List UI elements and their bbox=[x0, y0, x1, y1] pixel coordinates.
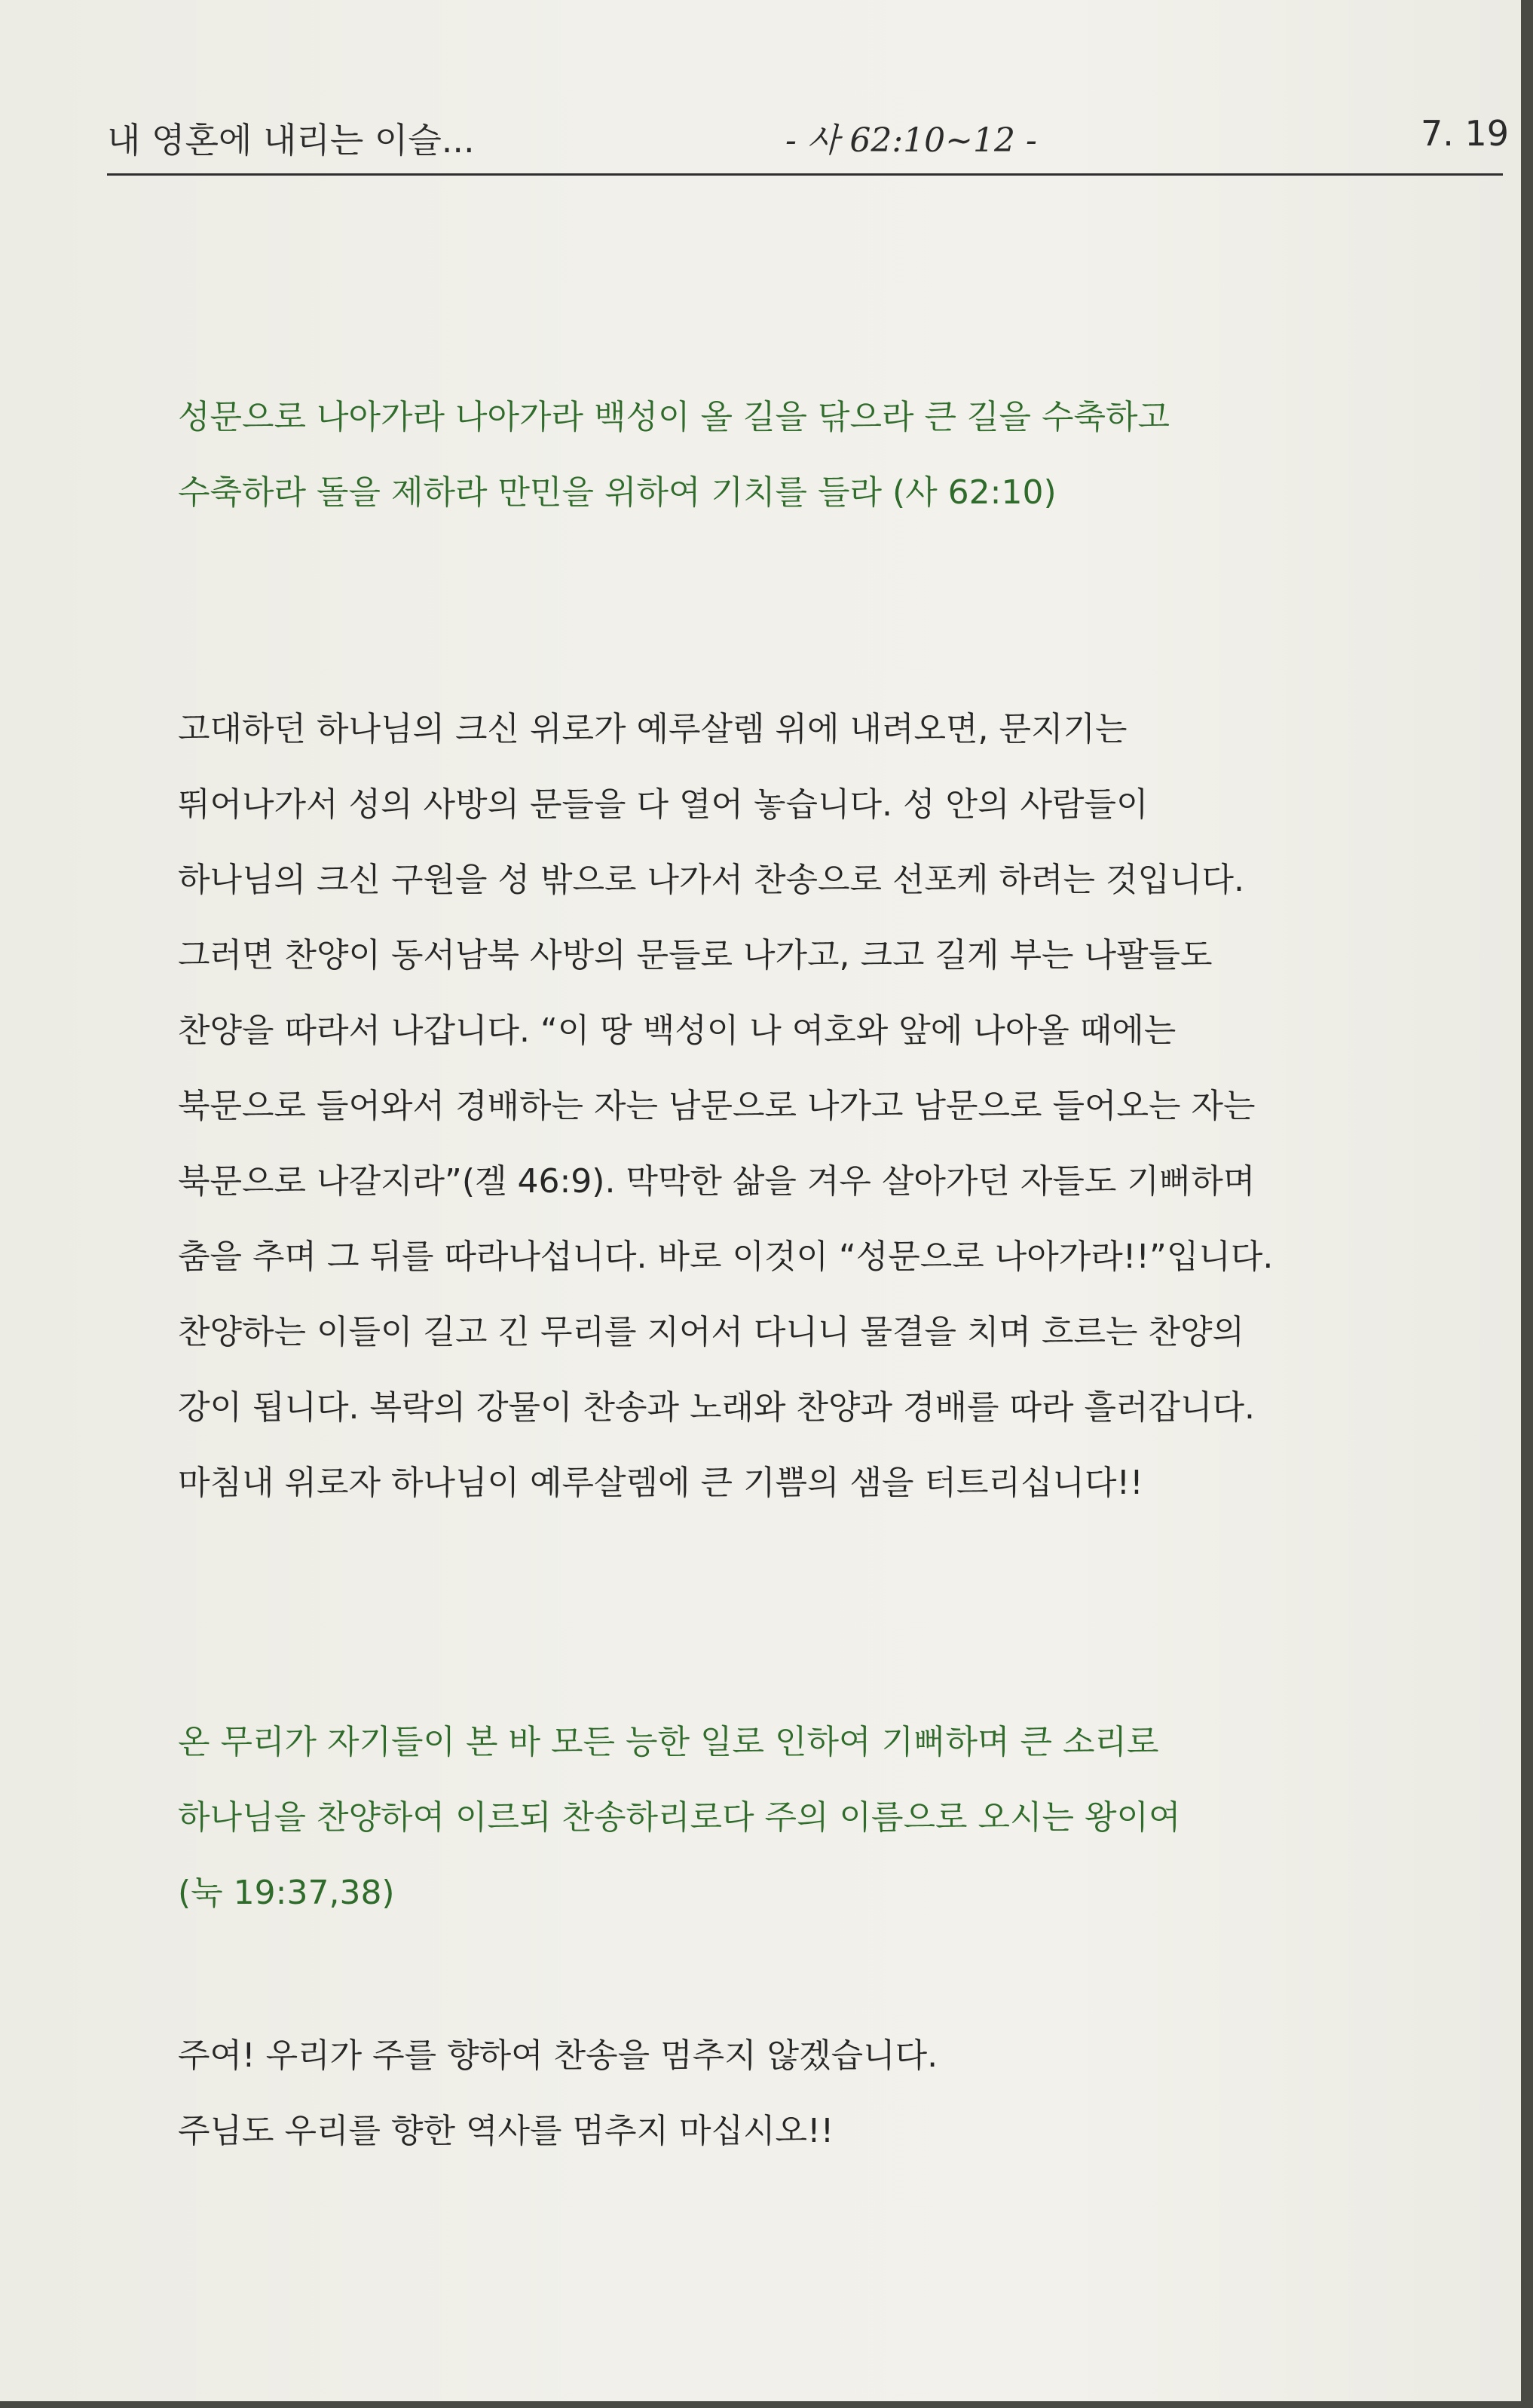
verse-line: 수축하라 돌을 제하라 만민을 위하여 기치를 들라 (사 62:10) bbox=[178, 473, 1057, 512]
book-title: 내 영혼에 내리는 이슬... bbox=[107, 120, 475, 161]
paragraph-line: 찬양하는 이들이 길고 긴 무리를 지어서 다니니 물결을 치며 흐르는 찬양의 bbox=[178, 1313, 1244, 1351]
verse-line: 하나님을 찬양하여 이르되 찬송하리로다 주의 이름으로 오시는 왕이여 bbox=[178, 1798, 1181, 1837]
page-date: 7. 19 bbox=[1420, 113, 1509, 154]
prayer-line: 주님도 우리를 향한 역사를 멈추지 마십시오!! bbox=[178, 2112, 834, 2150]
scripture-reference: - 사 62:10~12 - bbox=[785, 121, 1037, 160]
paragraph-line: 강이 됩니다. 복락의 강물이 찬송과 노래와 찬양과 경배를 따라 흘러갑니다. bbox=[178, 1388, 1255, 1427]
prayer-line: 주여! 우리가 주를 향하여 찬송을 멈추지 않겠습니다. bbox=[178, 2036, 938, 2075]
verse-line: 온 무리가 자기들이 본 바 모든 능한 일로 인하여 기뻐하며 큰 소리로 bbox=[178, 1723, 1159, 1761]
paragraph-line: 고대하던 하나님의 크신 위로가 예루살렘 위에 내려오면, 문지기는 bbox=[178, 710, 1128, 748]
verse-line: 성문으로 나아가라 나아가라 백성이 올 길을 닦으라 큰 길을 수축하고 bbox=[178, 398, 1170, 436]
closing-verse bbox=[178, 1705, 1437, 1931]
devotional-paragraph bbox=[178, 692, 1437, 1521]
page-header bbox=[107, 113, 1509, 166]
paragraph-line: 그러면 찬양이 동서남북 사방의 문들로 나가고, 크고 길게 부는 나팔들도 bbox=[178, 936, 1213, 975]
paragraph-line: 마침내 위로자 하나님이 예루살렘에 큰 기쁨의 샘을 터트리십니다!! bbox=[178, 1464, 1143, 1502]
paragraph-line: 춤을 추며 그 뒤를 따라나섭니다. 바로 이것이 “성문으로 나아가라!!”입니다. bbox=[178, 1238, 1274, 1276]
paragraph-line: 북문으로 나갈지라”(겔 46:9). 막막한 삶을 겨우 살아가던 자들도 기뻐하며 bbox=[178, 1162, 1256, 1201]
paragraph-line: 찬양을 따라서 나갑니다. “이 땅 백성이 나 여호와 앞에 나아올 때에는 bbox=[178, 1011, 1177, 1050]
paragraph-line: 하나님의 크신 구원을 성 밖으로 나가서 찬송으로 선포케 하려는 것입니다. bbox=[178, 861, 1244, 899]
closing-prayer bbox=[178, 2018, 1437, 2169]
verse-citation: (눅 19:37,38) bbox=[178, 1874, 395, 1912]
paragraph-line: 북문으로 들어와서 경배하는 자는 남문으로 나가고 남문으로 들어오는 자는 bbox=[178, 1087, 1256, 1125]
opening-verse bbox=[178, 380, 1437, 531]
paragraph-line: 뛰어나가서 성의 사방의 문들을 다 열어 놓습니다. 성 안의 사람들이 bbox=[178, 785, 1149, 824]
header-rule bbox=[107, 173, 1503, 176]
